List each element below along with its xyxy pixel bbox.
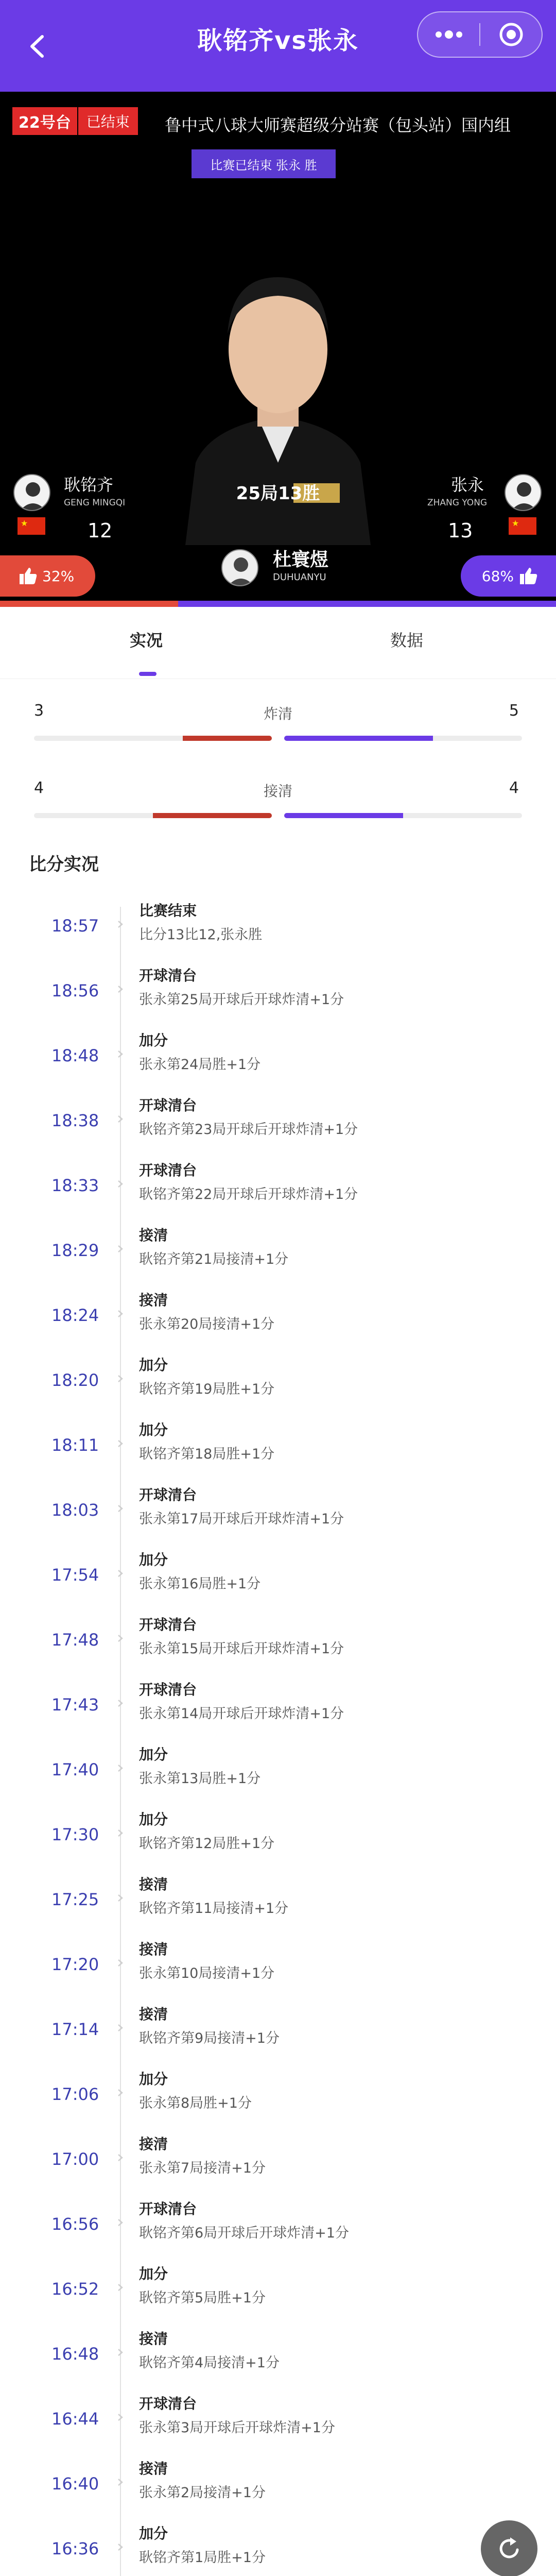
timeline-event (0, 2065, 556, 2130)
stat-right-value: 4 (509, 779, 519, 797)
timeline-dot-icon (116, 1959, 125, 1967)
event-title: 加分 (139, 2071, 168, 2088)
timeline-dot-icon (116, 2543, 125, 2551)
timeline-event (0, 2130, 556, 2195)
event-time: 17:00 (51, 2149, 99, 2169)
event-description: 耿铭齐第21局接清+1分 (139, 1251, 289, 1267)
timeline-event (0, 961, 556, 1026)
timeline-event (0, 1286, 556, 1351)
event-time: 17:30 (51, 1825, 99, 1844)
event-title: 接清 (139, 2460, 168, 2477)
event-time: 18:29 (51, 1241, 99, 1260)
timeline-dot-icon (116, 1634, 125, 1642)
timeline-event (0, 2260, 556, 2325)
event-title: 加分 (139, 1551, 168, 1568)
left-player-name: 耿铭齐 (64, 475, 114, 495)
left-player-flag (18, 517, 45, 535)
more-dots-icon (433, 30, 464, 39)
timeline-event (0, 1156, 556, 1221)
event-title: 加分 (139, 1032, 168, 1049)
event-title: 接清 (139, 1227, 168, 1244)
timeline-event (0, 1870, 556, 1935)
event-title: 加分 (139, 1811, 168, 1828)
event-title: 开球清台 (139, 1097, 197, 1114)
close-mini-program-button[interactable] (480, 12, 542, 57)
timeline-dot-icon (116, 1894, 125, 1902)
event-description: 张永第20局接清+1分 (139, 1316, 275, 1332)
event-time: 18:20 (51, 1370, 99, 1390)
event-time: 17:14 (51, 2020, 99, 2039)
stat-left-value: 4 (34, 779, 44, 797)
stat-left-value: 3 (34, 702, 44, 720)
page-title: 耿铭齐vs张永 (197, 26, 359, 55)
event-title: 接清 (139, 2006, 168, 2023)
event-description: 张永第3局开球后开球炸清+1分 (139, 2420, 335, 2436)
timeline-dot-icon (116, 1699, 125, 1707)
event-time: 18:56 (51, 981, 99, 1001)
event-title: 鲁中式八球大师赛超级分站赛（包头站）国内组 (165, 115, 511, 135)
stat-right-fill (284, 736, 433, 741)
referee-avatar (221, 549, 258, 586)
tab-bar (0, 607, 556, 679)
event-description: 耿铭齐第19局胜+1分 (139, 1381, 275, 1397)
timeline-dot-icon (116, 1569, 125, 1578)
top-nav-bar (0, 0, 556, 92)
more-button[interactable] (418, 12, 479, 57)
event-time: 17:25 (51, 1890, 99, 1909)
timeline-dot-icon (116, 1504, 125, 1513)
person-icon (14, 475, 50, 511)
tab-live[interactable]: 实况 (130, 631, 163, 650)
event-time: 18:57 (51, 916, 99, 936)
vote-right-percent: 68% (481, 567, 514, 585)
event-time: 18:11 (51, 1435, 99, 1455)
timeline-dot-icon (116, 1050, 125, 1058)
event-time: 17:43 (51, 1695, 99, 1715)
left-player-score: 12 (88, 519, 113, 542)
event-description: 张永第25局开球后开球炸清+1分 (139, 992, 344, 1008)
stat-left-track (34, 813, 272, 818)
event-description: 张永第2局接清+1分 (139, 2485, 266, 2501)
stat-row-run-out (0, 779, 556, 841)
timeline-event (0, 1221, 556, 1286)
left-player-avatar[interactable] (13, 474, 50, 511)
timeline-event (0, 2195, 556, 2260)
event-title: 开球清台 (139, 967, 197, 984)
event-time: 17:20 (51, 1955, 99, 1974)
timeline-event (0, 2000, 556, 2065)
event-time: 16:52 (51, 2279, 99, 2299)
timeline-dot-icon (116, 1180, 125, 1188)
match-hero (0, 92, 556, 607)
event-time: 17:06 (51, 2084, 99, 2104)
event-title: 开球清台 (139, 1616, 197, 1633)
right-player-flag (509, 517, 536, 535)
event-time: 18:48 (51, 1046, 99, 1065)
timeline-dot-icon (116, 2478, 125, 2486)
event-description: 张永第15局开球后开球炸清+1分 (139, 1641, 344, 1657)
event-time: 16:44 (51, 2409, 99, 2429)
timeline-event (0, 1740, 556, 1805)
timeline-dot-icon (116, 2413, 125, 2421)
refresh-icon (495, 2534, 524, 2563)
thumbs-up-icon (518, 566, 538, 586)
event-description: 比分13比12,张永胜 (139, 927, 263, 943)
event-time: 16:36 (51, 2539, 99, 2558)
score-timeline (0, 896, 556, 2576)
event-time: 18:24 (51, 1306, 99, 1325)
timeline-event (0, 1416, 556, 1481)
event-title: 开球清台 (139, 2395, 197, 2412)
event-title: 加分 (139, 2265, 168, 2282)
event-description: 耿铭齐第12局胜+1分 (139, 1836, 275, 1852)
vote-ratio-right (178, 601, 556, 607)
event-description: 耿铭齐第22局开球后开球炸清+1分 (139, 1187, 358, 1202)
event-title: 加分 (139, 1746, 168, 1763)
match-format: 25局13胜 (236, 483, 320, 504)
event-description: 张永第17局开球后开球炸清+1分 (139, 1511, 344, 1527)
event-description: 耿铭齐第23局开球后开球炸清+1分 (139, 1122, 358, 1138)
stat-left-track (34, 736, 272, 741)
timeline-dot-icon (116, 2024, 125, 2032)
timeline-dot-icon (116, 2348, 125, 2357)
timeline-event (0, 1481, 556, 1546)
timeline-event (0, 1351, 556, 1416)
referee-name-en: DUHUANYU (273, 572, 326, 583)
event-time: 17:40 (51, 1760, 99, 1780)
event-time: 16:48 (51, 2344, 99, 2364)
right-player-name: 张永 (451, 475, 484, 495)
event-description: 耿铭齐第9局接清+1分 (139, 2030, 280, 2046)
right-player-avatar[interactable] (505, 474, 542, 511)
timeline-dot-icon (116, 1310, 125, 1318)
event-time: 17:48 (51, 1630, 99, 1650)
event-description: 耿铭齐第11局接清+1分 (139, 1901, 289, 1917)
event-description: 耿铭齐第5局胜+1分 (139, 2290, 266, 2306)
timeline-event (0, 896, 556, 961)
stat-label: 接清 (263, 783, 292, 800)
event-time: 17:54 (51, 1565, 99, 1585)
vote-ratio-left (0, 601, 178, 607)
referee-name: 杜寰煜 (273, 549, 329, 570)
stat-right-value: 5 (509, 702, 519, 720)
event-time: 18:03 (51, 1500, 99, 1520)
event-description: 耿铭齐第18局胜+1分 (139, 1446, 275, 1462)
event-description: 耿铭齐第4局接清+1分 (139, 2355, 280, 2371)
thumbs-up-icon (18, 566, 38, 586)
event-description: 张永第8局胜+1分 (139, 2095, 252, 2111)
event-time: 18:33 (51, 1176, 99, 1195)
left-player-name-en: GENG MINGQI (64, 498, 126, 508)
timeline-event (0, 1935, 556, 2000)
vote-left-percent: 32% (42, 567, 75, 585)
event-description: 张永第14局开球后开球炸清+1分 (139, 1706, 344, 1722)
event-title: 加分 (139, 2525, 168, 2542)
person-icon (222, 550, 258, 586)
right-player-name-en: ZHANG YONG (427, 498, 488, 508)
person-icon (506, 475, 542, 511)
timeline-event (0, 2519, 556, 2576)
event-title: 加分 (139, 1357, 168, 1374)
timeline-dot-icon (116, 920, 125, 928)
event-title: 加分 (139, 1421, 168, 1438)
section-title-live-score: 比分实况 (29, 854, 99, 875)
timeline-dot-icon (116, 1764, 125, 1772)
event-title: 接清 (139, 2136, 168, 2153)
tab-data[interactable]: 数据 (390, 631, 424, 650)
stat-left-fill (183, 736, 272, 741)
event-title: 比赛结束 (139, 902, 197, 919)
right-player-score: 13 (448, 519, 473, 542)
event-description: 张永第24局胜+1分 (139, 1057, 261, 1073)
table-badge (12, 107, 138, 135)
event-title: 开球清台 (139, 2200, 197, 2217)
stat-left-fill (153, 813, 272, 818)
timeline-dot-icon (116, 1375, 125, 1383)
table-number: 22号台 (12, 107, 77, 135)
flag-star-icon: ★ (512, 518, 519, 528)
timeline-event (0, 2325, 556, 2389)
target-close-icon (498, 22, 524, 47)
vote-ratio-bar (0, 601, 556, 607)
timeline-dot-icon (116, 1439, 125, 1448)
timeline-event (0, 2454, 556, 2519)
event-description: 张永第7局接清+1分 (139, 2160, 266, 2176)
event-time: 16:56 (51, 2214, 99, 2234)
timeline-dot-icon (116, 1829, 125, 1837)
timeline-dot-icon (116, 2089, 125, 2097)
stat-right-fill (284, 813, 403, 818)
event-title: 开球清台 (139, 1486, 197, 1503)
tab-active-indicator (139, 672, 157, 676)
timeline-dot-icon (116, 1245, 125, 1253)
refresh-button[interactable] (481, 2520, 537, 2576)
event-description: 张永第10局接清+1分 (139, 1965, 275, 1981)
event-title: 接清 (139, 2330, 168, 2347)
event-description: 张永第13局胜+1分 (139, 1771, 261, 1787)
event-description: 张永第16局胜+1分 (139, 1576, 261, 1592)
vote-right-button[interactable] (461, 555, 556, 597)
timeline-event (0, 1675, 556, 1740)
stat-label: 炸清 (263, 705, 292, 722)
event-time: 16:40 (51, 2474, 99, 2494)
mini-program-capsule (417, 11, 543, 58)
event-title: 开球清台 (139, 1162, 197, 1179)
event-title: 开球清台 (139, 1681, 197, 1698)
timeline-dot-icon (116, 1115, 125, 1123)
timeline-event (0, 1091, 556, 1156)
timeline-event (0, 1026, 556, 1091)
event-title: 接清 (139, 1292, 168, 1309)
event-description: 耿铭齐第6局开球后开球炸清+1分 (139, 2225, 349, 2241)
timeline-event (0, 1611, 556, 1675)
event-title: 接清 (139, 1941, 168, 1958)
flag-star-icon: ★ (21, 518, 28, 528)
timeline-dot-icon (116, 2283, 125, 2292)
timeline-dot-icon (116, 2218, 125, 2227)
timeline-dot-icon (116, 985, 125, 993)
stat-right-track (284, 813, 522, 818)
vote-left-button[interactable] (0, 555, 95, 597)
stat-right-track (284, 736, 522, 741)
event-title: 接清 (139, 1876, 168, 1893)
match-status: 已结束 (77, 107, 138, 135)
timeline-event (0, 1805, 556, 1870)
timeline-event (0, 1546, 556, 1611)
event-time: 18:38 (51, 1111, 99, 1130)
winner-banner: 比赛已结束 张永 胜 (192, 149, 336, 178)
timeline-event (0, 2389, 556, 2454)
event-description: 耿铭齐第1局胜+1分 (139, 2550, 266, 2566)
timeline-dot-icon (116, 2154, 125, 2162)
stat-row-break-clear (0, 702, 556, 764)
